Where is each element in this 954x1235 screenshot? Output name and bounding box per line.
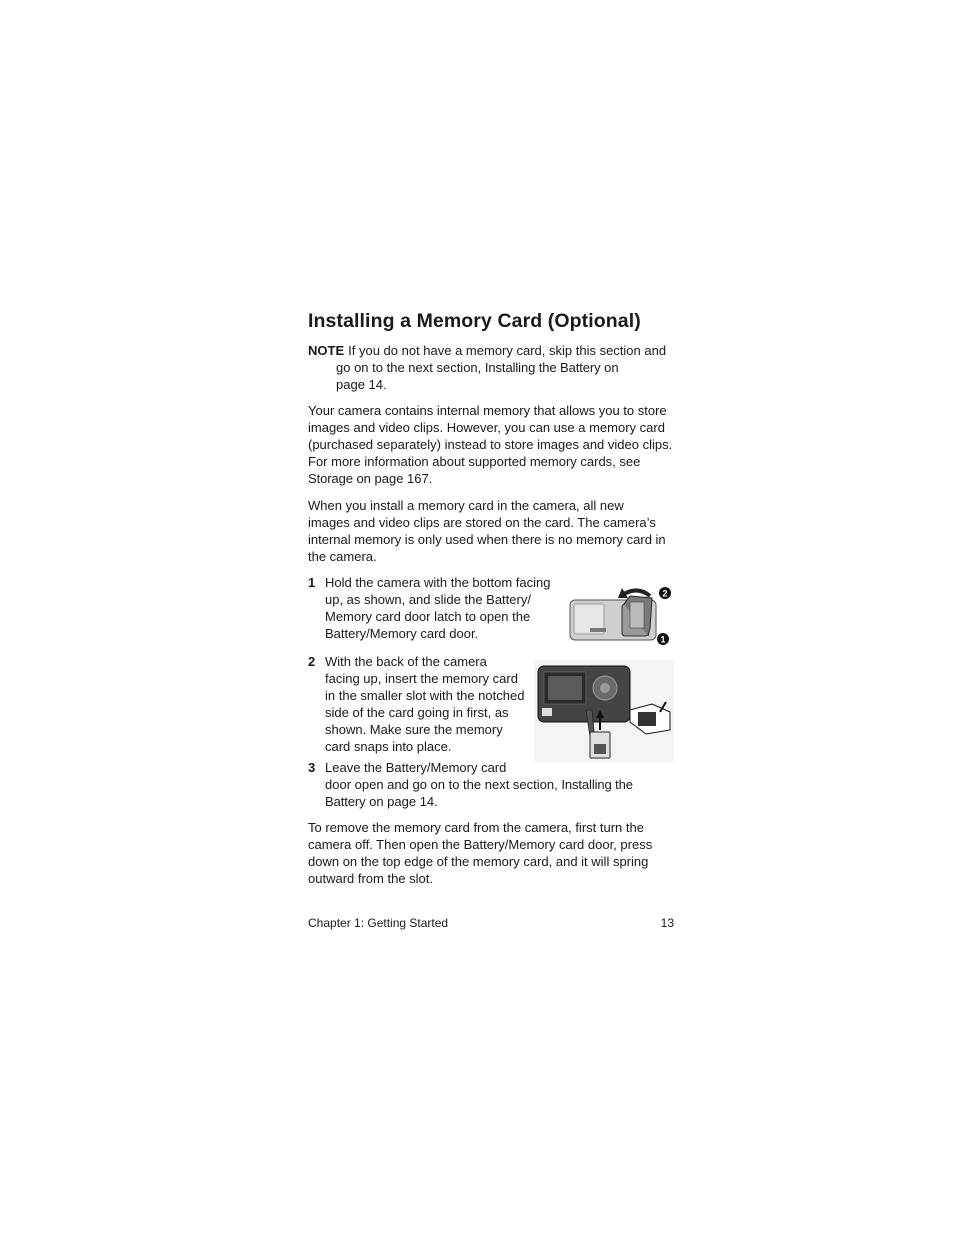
paragraph-line: on page 167. xyxy=(352,471,433,486)
cross-reference-link[interactable]: Storage xyxy=(308,471,353,486)
step-number: 1 xyxy=(308,575,316,590)
paragraph-line: (purchased separately) instead to store images and video clips. xyxy=(308,437,673,452)
note-label: NOTE xyxy=(308,343,345,358)
note-text-line: If you do not have a memory card, skip this section and xyxy=(348,343,667,358)
step-2 xyxy=(308,653,524,755)
step-number: 2 xyxy=(308,654,316,669)
memory-card-insertion-illustration xyxy=(534,660,674,762)
step-text-line: up, as shown, and slide the Battery/ xyxy=(325,592,531,607)
step-number: 3 xyxy=(308,760,316,775)
step-3 xyxy=(308,759,633,810)
note-text-line: on xyxy=(600,360,619,375)
paragraph-line: When you install a memory card in the camera, all new xyxy=(308,498,624,513)
note-text-line: page 14. xyxy=(336,377,387,392)
install-paragraph xyxy=(308,497,674,565)
paragraph-line: Your camera contains internal memory that allows you to store xyxy=(308,403,667,418)
step-text-line: Memory card door latch to open the xyxy=(325,609,531,624)
paragraph-line: the camera. xyxy=(308,549,377,564)
paragraph-line: For more information about supported memory cards, see xyxy=(308,454,641,469)
step-text-line: Hold the camera with the bottom facing xyxy=(325,575,551,590)
step-text-line: With the back of the camera xyxy=(325,654,487,669)
note-text-line: go on to the next section, xyxy=(336,360,485,375)
paragraph-line: images and video clips. However, you can use a memory card xyxy=(308,420,665,435)
cross-reference-link[interactable]: Installing the Battery xyxy=(484,360,601,375)
step-text-line: Leave the Battery/Memory card xyxy=(325,760,507,775)
cross-reference-link[interactable]: Installing the xyxy=(561,777,633,792)
paragraph-line: down on the top edge of the memory card, and it will spring xyxy=(308,854,649,869)
paragraph-line: internal memory is only used when there is no memory card in xyxy=(308,532,666,547)
step-text-line: side of the card going in first, as xyxy=(325,705,509,720)
paragraph-line: outward from the slot. xyxy=(308,871,433,886)
step-text-line: Battery/Memory card door. xyxy=(325,626,479,641)
cross-reference-link[interactable]: Battery xyxy=(325,794,366,809)
page-number: 13 xyxy=(660,916,674,930)
step-text-line: shown. Make sure the memory xyxy=(325,722,503,737)
step-text-line: door open and go on to the next section, xyxy=(325,777,562,792)
paragraph-line: images and video clips are stored on the card. The camera’s xyxy=(308,515,656,530)
removal-paragraph xyxy=(308,819,674,887)
paragraph-line: To remove the memory card from the camera, first turn the xyxy=(308,820,644,835)
camera-bottom-illustration xyxy=(566,584,674,648)
step-text-line: on page 14. xyxy=(365,794,438,809)
intro-paragraph xyxy=(308,402,674,487)
paragraph-line: camera off. Then open the Battery/Memory card door, press xyxy=(308,837,653,852)
step-1 xyxy=(308,574,550,642)
step-text-line: in the smaller slot with the notched xyxy=(325,688,525,703)
step-text-line: facing up, insert the memory card xyxy=(325,671,518,686)
callout-1: 1 xyxy=(660,634,666,645)
callout-2: 2 xyxy=(662,588,668,599)
section-title: Installing a Memory Card (Optional) xyxy=(308,310,641,332)
step-text-line: card snaps into place. xyxy=(325,739,452,754)
chapter-label: Chapter 1: Getting Started xyxy=(308,916,449,930)
note-block xyxy=(308,342,674,393)
